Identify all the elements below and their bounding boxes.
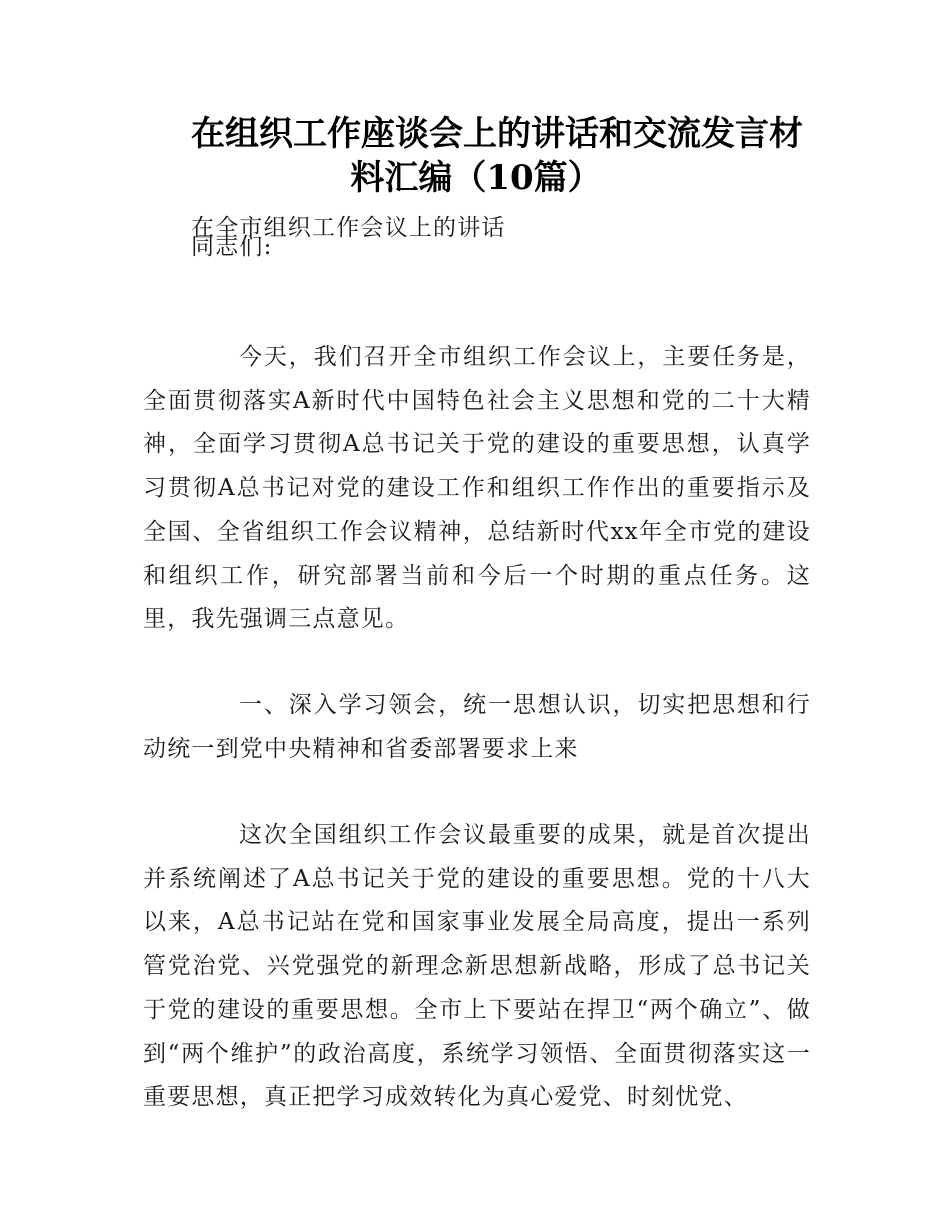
title-line-2: 料汇编（10篇） <box>350 158 602 198</box>
paragraph-intro: 今天，我们召开全市组织工作会议上，主要任务是，全面贯彻落实A新时代中国特色社会主义思想和党的二十大精神，全面学习贯彻A总书记关于党的建设的重要思想，认真学习贯彻A总书记对党的建设工作和组织工作作出的重要指示及全国、全省组织工作会议精神，总结新时代xx年全市党的建设和组织工作，研究部署当前和今后一个时期的重点任务。这里，我先强调三点意见。 <box>143 344 811 633</box>
document-title <box>140 112 812 200</box>
paragraph-heading-1: 一、深入学习领会，统一思想认识，切实把思想和行动统一到党中央精神和省委部署要求上来 <box>143 692 811 762</box>
title-line-1: 在组织工作座谈会上的讲话和交流发言材 <box>191 114 803 154</box>
speech-subtitle: 在全市组织工作会议上的讲话 <box>191 215 506 241</box>
paragraph-body-1: 这次全国组织工作会议最重要的成果，就是首次提出并系统阐述了A总书记关于党的建设的重要思想。党的十八大以来，A总书记站在党和国家事业发展全局高度，提出一系列管党治党、兴党强党的新理念新思想新战略，形成了总书记关于党的建设的重要思想。全市上下要站在捍卫“两个确立”、做到“两个维护”的政治高度，系统学习领悟、全面贯彻落实这一重要思想，真正把学习成效转化为真心爱党、时刻忧党、 <box>143 822 811 1111</box>
greeting: 同志们: <box>191 234 273 260</box>
